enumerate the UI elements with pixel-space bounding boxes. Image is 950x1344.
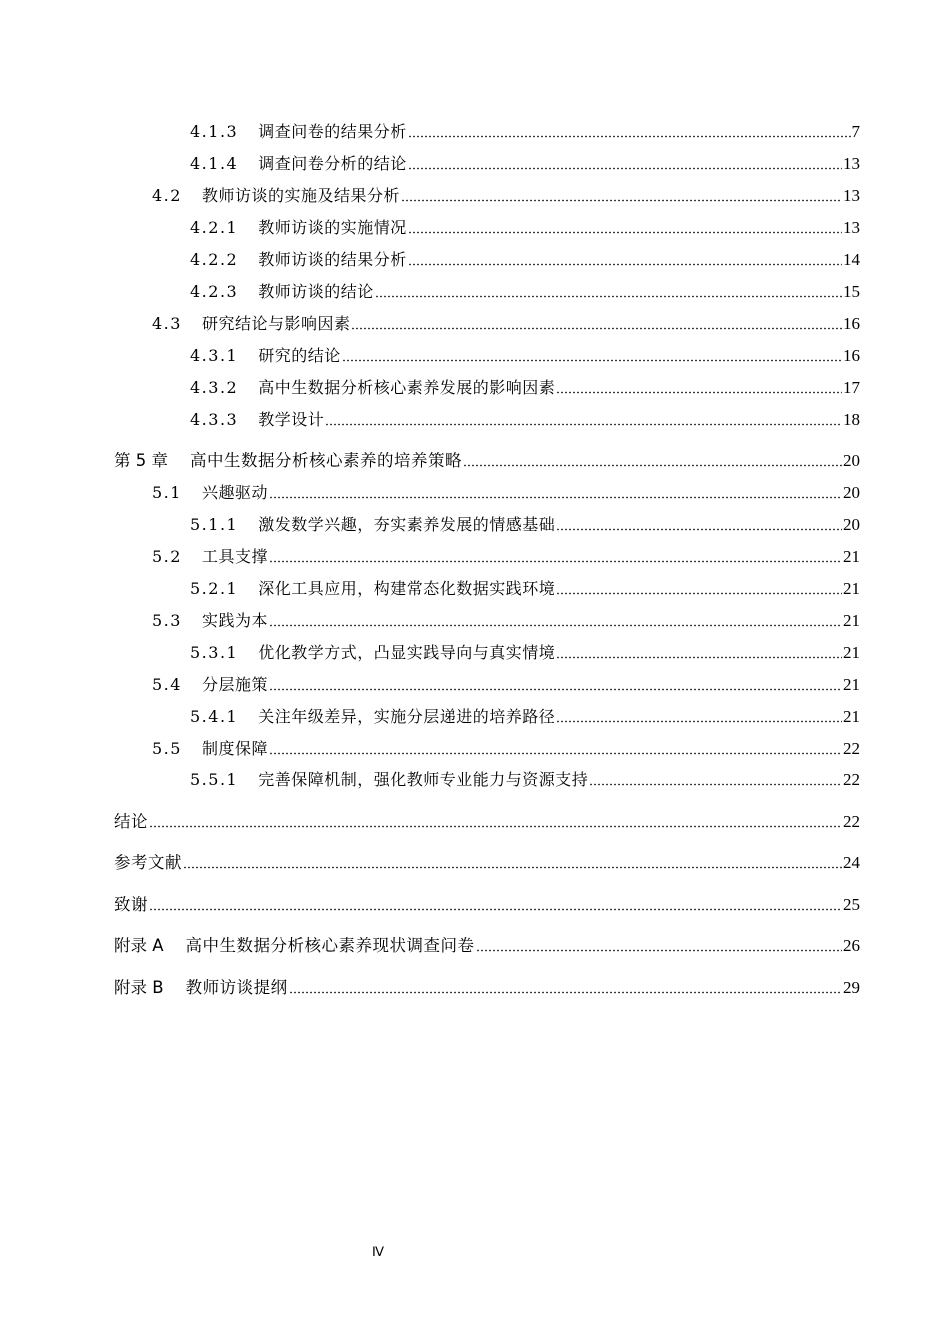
toc-entry-number: 4.3 bbox=[152, 314, 182, 333]
dot-leader bbox=[556, 391, 842, 394]
toc-entry[interactable] bbox=[190, 150, 860, 174]
toc-entry-number: 5.4 bbox=[152, 675, 182, 694]
toc-entry[interactable] bbox=[114, 849, 860, 873]
toc-entry-title: 工具支撑 bbox=[201, 547, 268, 566]
toc-entry-page-number: 16 bbox=[843, 346, 860, 365]
toc-entry-number: 4.2 bbox=[152, 186, 182, 205]
dot-leader bbox=[289, 991, 842, 994]
toc-entry-number: 5.1.1 bbox=[190, 515, 239, 534]
dot-leader bbox=[556, 656, 842, 659]
toc-entry[interactable] bbox=[114, 932, 860, 956]
dot-leader bbox=[183, 866, 842, 869]
toc-entry[interactable] bbox=[152, 543, 860, 567]
dot-leader bbox=[556, 720, 842, 723]
toc-entry-title: 调查问卷分析的结论 bbox=[258, 154, 407, 173]
toc-entry-title: 优化教学方式，凸显实践导向与真实情境 bbox=[258, 643, 556, 662]
toc-entry-number: 4.2.1 bbox=[190, 218, 239, 237]
dot-leader bbox=[463, 464, 842, 467]
toc-entry-page-number: 22 bbox=[843, 770, 860, 789]
toc-entry-page-number: 21 bbox=[843, 611, 860, 630]
toc-entry-page-number: 22 bbox=[843, 812, 860, 831]
toc-entry-page-number: 20 bbox=[843, 451, 860, 470]
dot-leader bbox=[556, 592, 842, 595]
toc-entry-number: 4.3.2 bbox=[190, 378, 239, 397]
toc-entry-number: 附录 A bbox=[114, 936, 164, 955]
toc-entry[interactable] bbox=[190, 511, 860, 535]
toc-entry-number: 4.2.3 bbox=[190, 282, 239, 301]
toc-entry[interactable] bbox=[190, 214, 860, 238]
toc-entry[interactable] bbox=[190, 639, 860, 663]
toc-entry[interactable] bbox=[114, 808, 860, 832]
dot-leader bbox=[342, 359, 842, 362]
toc-entry-number: 4.1.3 bbox=[190, 122, 239, 141]
toc-entry-page-number: 21 bbox=[843, 707, 860, 726]
toc-entry-title: 完善保障机制，强化教师专业能力与资源支持 bbox=[258, 770, 589, 789]
toc-entry-page-number: 20 bbox=[843, 515, 860, 534]
toc-entry-page-number: 15 bbox=[843, 282, 860, 301]
dot-leader bbox=[556, 528, 842, 531]
toc-entry-page-number: 13 bbox=[843, 218, 860, 237]
toc-entry-page-number: 14 bbox=[843, 250, 860, 269]
toc-entry-number: 5.2 bbox=[152, 547, 182, 566]
toc-entry-number: 5.1 bbox=[152, 483, 182, 502]
toc-entry-number: 4.3.3 bbox=[190, 410, 239, 429]
toc-entry[interactable] bbox=[190, 406, 860, 430]
toc-entry-title: 教师访谈的实施情况 bbox=[258, 218, 407, 237]
toc-entry-title: 兴趣驱动 bbox=[201, 483, 268, 502]
dot-leader bbox=[589, 783, 842, 786]
toc-entry-page-number: 24 bbox=[843, 853, 860, 872]
dot-leader bbox=[408, 135, 851, 138]
toc-entry-number: 4.2.2 bbox=[190, 250, 239, 269]
toc-entry[interactable] bbox=[152, 671, 860, 695]
toc-entry-number: 5.5.1 bbox=[190, 770, 239, 789]
toc-entry-title: 研究的结论 bbox=[258, 346, 341, 365]
dot-leader bbox=[149, 825, 842, 828]
toc-entry[interactable] bbox=[190, 342, 860, 366]
dot-leader bbox=[325, 423, 842, 426]
toc-entry-page-number: 13 bbox=[843, 154, 860, 173]
dot-leader bbox=[375, 295, 842, 298]
toc-entry[interactable] bbox=[152, 735, 860, 759]
dot-leader bbox=[408, 167, 842, 170]
toc-entry[interactable] bbox=[152, 607, 860, 631]
toc-entry-page-number: 21 bbox=[843, 675, 860, 694]
toc-entry-title: 教师访谈的结果分析 bbox=[258, 250, 407, 269]
toc-entry-title: 教学设计 bbox=[258, 410, 325, 429]
toc-entry-page-number: 26 bbox=[843, 936, 860, 955]
dot-leader bbox=[351, 327, 842, 330]
toc-entry[interactable] bbox=[190, 766, 860, 790]
toc-entry[interactable] bbox=[190, 246, 860, 270]
dot-leader bbox=[269, 624, 842, 627]
toc-entry-number: 第 5 章 bbox=[114, 451, 168, 470]
toc-entry[interactable] bbox=[152, 182, 860, 206]
toc-entry-page-number: 21 bbox=[843, 579, 860, 598]
toc-entry-title: 制度保障 bbox=[201, 739, 268, 758]
toc-entry[interactable] bbox=[114, 447, 860, 471]
toc-entry-title: 高中生数据分析核心素养现状调查问卷 bbox=[185, 936, 475, 955]
toc-entry-number: 4.3.1 bbox=[190, 346, 239, 365]
toc-entry-page-number: 29 bbox=[843, 978, 860, 997]
dot-leader bbox=[408, 263, 842, 266]
toc-entry-title: 激发数学兴趣，夯实素养发展的情感基础 bbox=[258, 515, 556, 534]
toc-entry[interactable] bbox=[190, 575, 860, 599]
dot-leader bbox=[269, 496, 842, 499]
toc-entry-number: 5.3 bbox=[152, 611, 182, 630]
toc-entry-number: 5.5 bbox=[152, 739, 182, 758]
toc-entry-title: 深化工具应用，构建常态化数据实践环境 bbox=[258, 579, 556, 598]
toc-entry-number: 5.2.1 bbox=[190, 579, 239, 598]
dot-leader bbox=[269, 560, 842, 563]
dot-leader bbox=[408, 231, 842, 234]
toc-entry-page-number: 21 bbox=[843, 643, 860, 662]
toc-entry[interactable] bbox=[190, 118, 860, 142]
toc-entry-page-number: 7 bbox=[851, 122, 860, 141]
toc-entry-page-number: 17 bbox=[843, 378, 860, 397]
toc-entry-number: 5.4.1 bbox=[190, 707, 239, 726]
toc-entry[interactable] bbox=[152, 310, 860, 334]
toc-entry-page-number: 20 bbox=[843, 483, 860, 502]
toc-entry[interactable] bbox=[152, 479, 860, 503]
toc-entry-page-number: 18 bbox=[843, 410, 860, 429]
toc-entry-title: 教师访谈提纲 bbox=[185, 978, 288, 997]
dot-leader bbox=[149, 908, 842, 911]
toc-entry[interactable] bbox=[114, 891, 860, 915]
toc-entry-title: 教师访谈的实施及结果分析 bbox=[201, 186, 400, 205]
toc-entry-title: 高中生数据分析核心素养的培养策略 bbox=[190, 451, 462, 470]
toc-entry-number: 4.1.4 bbox=[190, 154, 239, 173]
dot-leader bbox=[269, 688, 842, 691]
toc-entry-title: 高中生数据分析核心素养发展的影响因素 bbox=[258, 378, 556, 397]
toc-entry-title: 结论 bbox=[114, 812, 148, 831]
toc-entry-number: 附录 B bbox=[114, 978, 164, 997]
dot-leader bbox=[269, 752, 842, 755]
toc-entry-title: 致谢 bbox=[114, 895, 148, 914]
toc-entry[interactable] bbox=[190, 278, 860, 302]
toc-entry-title: 教师访谈的结论 bbox=[258, 282, 374, 301]
toc-entry-title: 调查问卷的结果分析 bbox=[258, 122, 407, 141]
toc-entry[interactable] bbox=[114, 974, 860, 998]
toc-entry-number: 5.3.1 bbox=[190, 643, 239, 662]
toc-entry-title: 参考文献 bbox=[114, 853, 182, 872]
toc-entry-page-number: 25 bbox=[843, 895, 860, 914]
toc-entry-title: 研究结论与影响因素 bbox=[201, 314, 351, 333]
toc-entry-page-number: 22 bbox=[843, 739, 860, 758]
toc-entry-title: 实践为本 bbox=[201, 611, 268, 630]
toc-entry-page-number: 13 bbox=[843, 186, 860, 205]
toc-entry-page-number: 16 bbox=[843, 314, 860, 333]
toc-entry[interactable] bbox=[190, 374, 860, 398]
toc-entry[interactable] bbox=[190, 703, 860, 727]
toc-entry-page-number: 21 bbox=[843, 547, 860, 566]
dot-leader bbox=[401, 199, 842, 202]
toc-entry-title: 关注年级差异，实施分层递进的培养路径 bbox=[258, 707, 556, 726]
toc-entry-title: 分层施策 bbox=[201, 675, 268, 694]
dot-leader bbox=[476, 949, 842, 952]
page-number-footer: Ⅳ bbox=[372, 1244, 384, 1259]
